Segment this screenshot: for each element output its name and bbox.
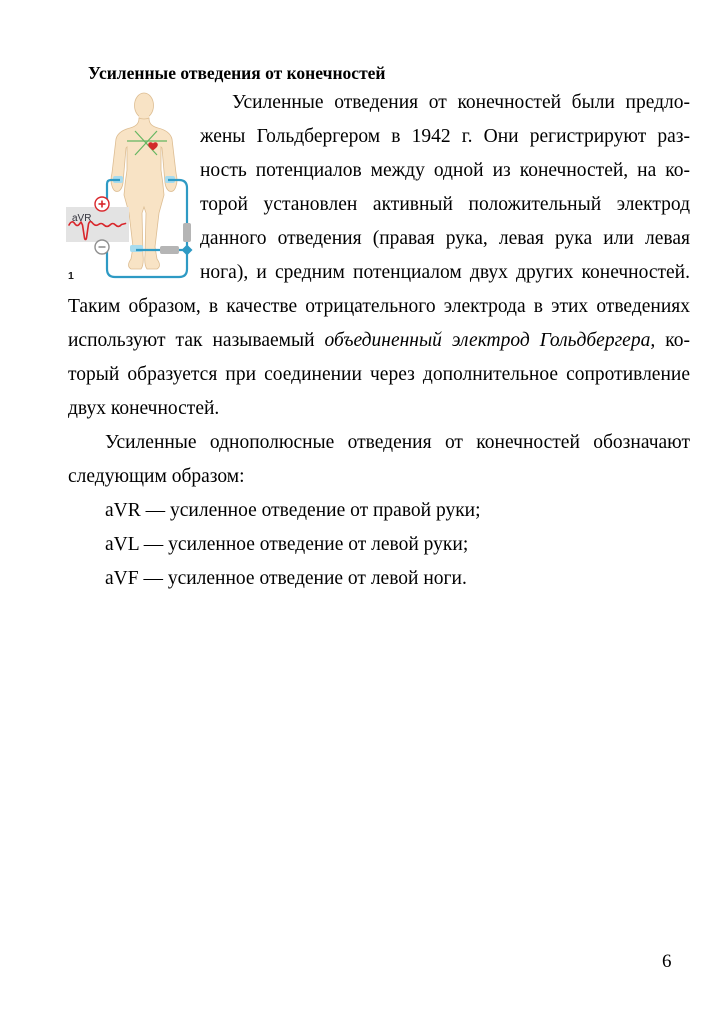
body-text-line: торый образуется при соединении через дополнительное сопротивление: [68, 364, 690, 385]
avr-diagram-svg: [58, 85, 208, 290]
body-text-line: нога), и средним потенциалом двух других конечностей.: [200, 262, 690, 283]
body-text-line: Усиленные отведения от конечностей были предло-: [232, 92, 690, 113]
section-heading: Усиленные отведения от конечностей: [88, 63, 386, 83]
body-text-segment: ко-: [655, 330, 690, 351]
term-goldberger-electrode: объединенный электрод Гольдбергера,: [324, 330, 656, 351]
list-item-avr: aVR — усиленное отведение от правой руки;: [105, 500, 481, 521]
body-text-line: ность потенциалов между одной из конечностей, на ко-: [200, 160, 690, 181]
resistor-icon: [183, 223, 191, 242]
body-text-line: жены Гольдбергером в 1942 г. Они регистрируют раз-: [200, 126, 690, 147]
minus-electrode-icon: [95, 240, 109, 254]
lead-label: aVR: [72, 213, 92, 224]
resistor-icon: [160, 246, 179, 254]
body-text-line: торой установлен активный положительный электрод: [200, 194, 690, 215]
body-text-line: данного отведения (правая рука, левая рука или левая: [200, 228, 690, 249]
body-text-line: Таким образом, в качестве отрицательного электрода в этих отведениях: [68, 296, 690, 317]
body-text-line: Усиленные однополюсные отведения от конечностей обозначают: [105, 432, 690, 453]
body-text-line: [68, 324, 690, 358]
paragraph-1-full: [68, 290, 690, 426]
list-item-avl: aVL — усиленное отведение от левой руки;: [105, 534, 469, 555]
figure-number: 1: [68, 270, 74, 282]
page-number: 6: [662, 951, 672, 972]
body-text-line: двух конечностей.: [68, 398, 220, 419]
paragraph-1-wrapped: [200, 86, 690, 290]
leads-list: [105, 494, 690, 596]
body-text-line: следующим образом:: [68, 466, 245, 487]
paragraph-2: [68, 426, 690, 494]
wire-junction-node: [182, 245, 193, 256]
list-item-avf: aVF — усиленное отведение от левой ноги.: [105, 568, 467, 589]
plus-electrode-icon: [95, 197, 109, 211]
figure-avr-lead-diagram: [58, 85, 208, 290]
body-text-segment: используют так называемый: [68, 330, 325, 351]
